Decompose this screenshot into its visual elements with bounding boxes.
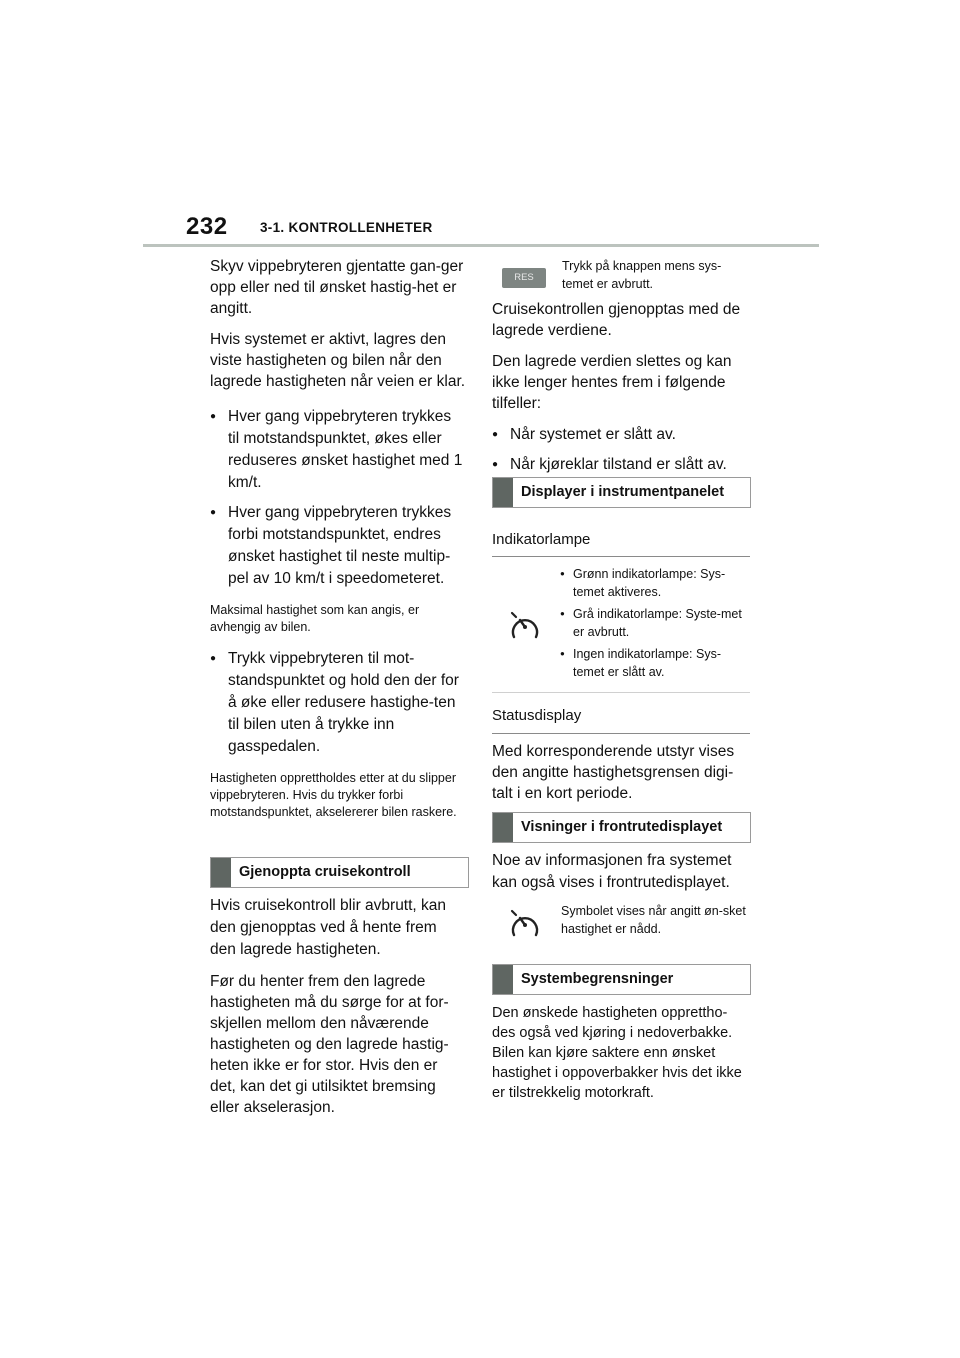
right-column-mid xyxy=(492,741,750,814)
paragraph: Noe av informasjonen fra systemet kan også vises i frontrutedisplayet. xyxy=(492,852,732,891)
section-title: 3-1. KONTROLLENHETER xyxy=(260,220,433,235)
bullet-item: ● Når systemet er slått av. xyxy=(492,424,750,446)
heading-text: Systembegrensninger xyxy=(521,971,674,987)
bullet-item: ● Hver gang vippebryteren trykkes til motstandspunktet, økes eller reduseres ønsket hastighet med 1 km/t. xyxy=(210,406,466,494)
section-heading-hud xyxy=(492,812,751,843)
list-item: ● Ingen indikatorlampe: Sys-temet er slått av. xyxy=(560,645,752,681)
heading-bar xyxy=(493,813,513,842)
right-column-top xyxy=(492,299,750,484)
header-rule xyxy=(143,244,819,247)
bullet-item: ● Trykk vippebryteren til mot-standspunktet og hold den der for å øke eller redusere hastighe-ten til bilen uten å trykke inn gasspedalen. xyxy=(210,648,466,758)
heading-text: Gjenoppta cruisekontroll xyxy=(239,864,411,880)
table-header-indicator: Indikatorlampe xyxy=(492,531,591,548)
section-heading-limitations xyxy=(492,964,751,995)
right-column-bottom xyxy=(492,1003,750,1113)
paragraph: Skyv vippebryteren gjentatte gan-ger opp eller ned til ønsket hastig-het er angitt. xyxy=(210,258,464,317)
table-divider xyxy=(492,556,750,557)
paragraph: Før du henter frem den lagrede hastigheten må du sørge for at for-skjellen mellom den nåværende hastigheten og den lagrede hastig-heten ikke er for stor. Hvis den er det, kan det gi utilsiktet bremsing eller akselerasjon. xyxy=(210,973,449,1116)
right-column-hud xyxy=(492,850,750,904)
list-item: ● Grønn indikatorlampe: Sys-temet aktiveres. xyxy=(560,565,752,601)
symbol-note: Symbolet vises når angitt øn-sket hastighet er nådd. xyxy=(561,904,746,936)
paragraph: Den ønskede hastigheten opprettho-des også ved kjøring i nedoverbakke. Bilen kan kjøre saktere enn ønsket hastighet i oppoverbakker hvis det ikke er tilstrekkelig motorkraft. xyxy=(492,1005,742,1101)
table-divider xyxy=(492,692,750,693)
section-heading-instrument xyxy=(492,477,751,508)
paragraph: Hvis systemet er aktivt, lagres den viste hastigheten og bilen når den lagrede hastigheten når veien er klar. xyxy=(210,331,466,390)
left-column-lower xyxy=(210,895,466,1128)
res-button-icon: RES xyxy=(502,268,546,288)
heading-bar xyxy=(493,965,513,994)
heading-text: Displayer i instrumentpanelet xyxy=(521,484,725,500)
bullet-item: ● Når kjøreklar tilstand er slått av. xyxy=(492,454,750,476)
note: Maksimal hastighet som kan angis, er avhengig av bilen. xyxy=(210,603,420,634)
heading-text: Visninger i frontrutedisplayet xyxy=(521,819,723,835)
page-number: 232 xyxy=(186,213,228,240)
paragraph: Med korresponderende utstyr vises den angitte hastighetsgrensen digi-talt i en kort periode. xyxy=(492,743,735,802)
cruise-control-gauge-icon xyxy=(508,907,542,941)
table-header-status: Statusdisplay xyxy=(492,707,582,724)
paragraph: Cruisekontrollen gjenopptas med de lagrede verdiene. xyxy=(492,301,741,339)
res-note: Trykk på knappen mens sys-temet er avbrutt. xyxy=(562,259,722,291)
section-heading-resume xyxy=(210,857,469,888)
bullet-item: ● Hver gang vippebryteren trykkes forbi motstandspunktet, endres ønsket hastighet til neste multip-pel av 10 km/t i speedometeret. xyxy=(210,502,466,590)
cruise-control-gauge-icon xyxy=(508,609,542,643)
list-item: ● Grå indikatorlampe: Syste-met er avbrutt. xyxy=(560,605,752,641)
note: Hastigheten opprettholdes etter at du slipper vippebryteren. Hvis du trykker forbi motstandspunktet, akselererer bilen raskere. xyxy=(210,771,457,819)
table-divider xyxy=(492,733,750,734)
paragraph: Den lagrede verdien slettes og kan ikke lenger hentes frem i følgende tilfeller: xyxy=(492,353,732,412)
paragraph: Hvis cruisekontroll blir avbrutt, kan den gjenopptas ved å hente frem den lagrede hastigheten. xyxy=(210,897,447,958)
indicator-list xyxy=(560,565,752,685)
left-column xyxy=(210,256,466,833)
heading-bar xyxy=(493,478,513,507)
heading-bar xyxy=(211,858,231,887)
